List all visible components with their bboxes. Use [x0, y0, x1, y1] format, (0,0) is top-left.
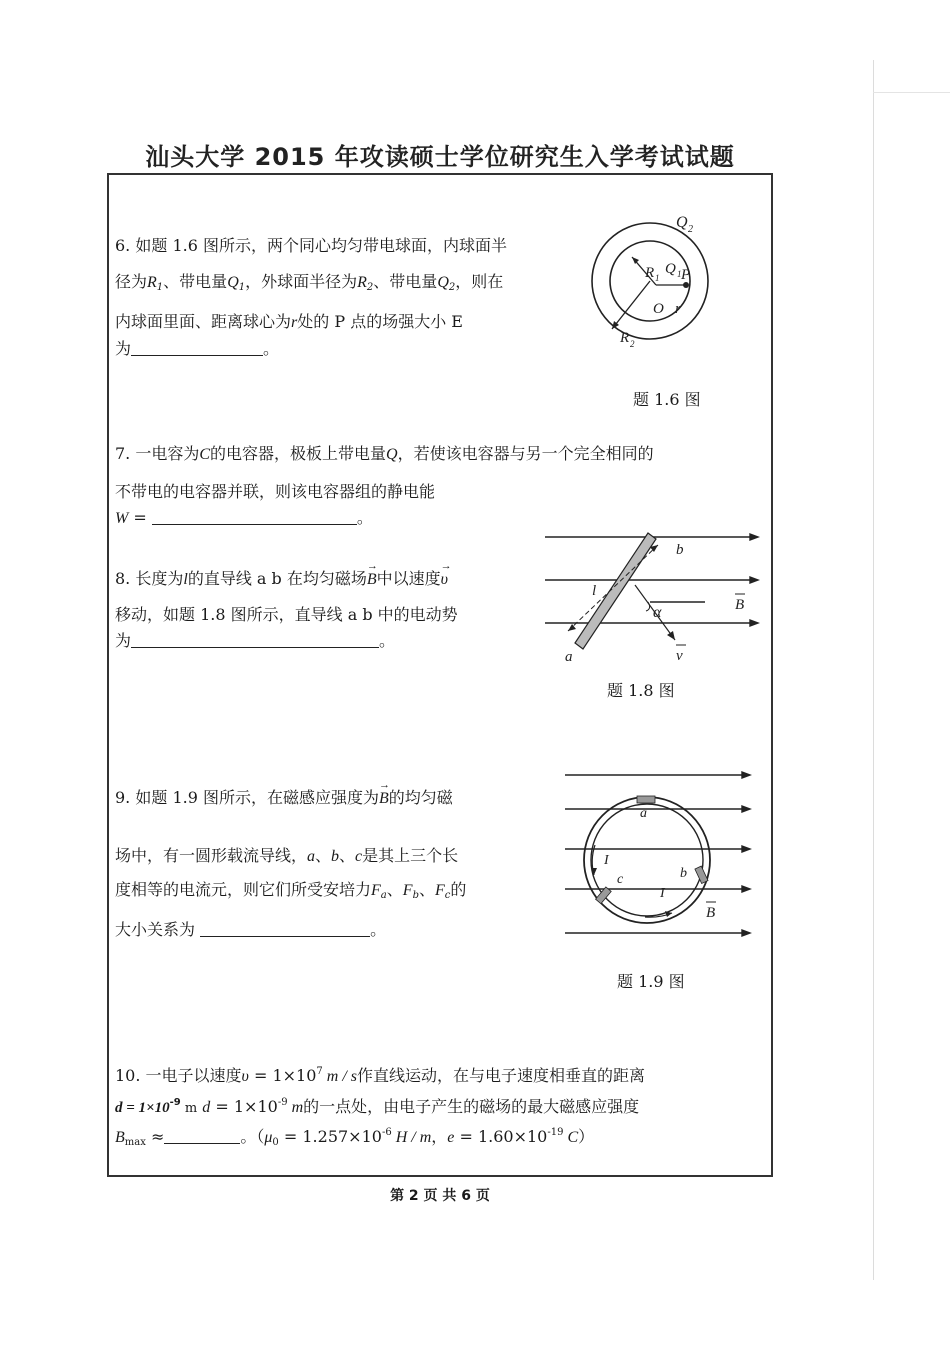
svg-text:1: 1	[677, 269, 682, 279]
fig8-b-label: b	[676, 542, 684, 558]
q6-line-2: 径为$R_1$、带电量$Q_1$，外球面半径为$R_2$、带电量$Q_2$，则在	[115, 272, 504, 293]
q6-figure	[590, 205, 720, 365]
fig6-r-label: r	[675, 301, 681, 317]
q10-answer-blank[interactable]	[164, 1129, 240, 1144]
q8-line-1: 8. 长度为l的直导线 a b 在均匀磁场→ B中以速度→ υ	[115, 571, 448, 588]
exam-title: 汕头大学 2015 年攻读硕士学位研究生入学考试试题	[145, 143, 735, 171]
q10-line-1: 10. 一电子以速度$\upsilon = 1\times 10^7$ m / s作直线运动，在与电子速度相垂直的距离	[115, 1066, 646, 1085]
q6-line-4: 为 。	[115, 339, 280, 358]
scan-edge-tick	[873, 92, 950, 93]
q6-answer-blank[interactable]	[131, 341, 263, 356]
q7-line-2: 不带电的电容器并联，则该电容器组的静电能	[115, 482, 436, 501]
element-b	[695, 866, 708, 883]
fig6-r2-label: R	[620, 330, 630, 346]
q7-answer-blank[interactable]	[152, 510, 357, 525]
q6-caption: 题 1.6 图	[633, 390, 701, 409]
fig9-B-label: B	[706, 905, 716, 921]
fig8-l-label: l	[592, 583, 597, 599]
q8-line-2: 移动，如题 1.8 图所示，直导线 a b 中的电动势	[115, 605, 458, 624]
fig9-i1-label: I	[604, 853, 609, 868]
q9-line-3: 度相等的电流元，则它们所受安培力$F_a$、$F_b$、$F_c$的	[115, 880, 467, 901]
q8-line-3: 为 。	[115, 631, 396, 650]
q8-caption: 题 1.8 图	[607, 681, 675, 700]
q7-line-3: W = 。	[115, 508, 373, 527]
q7-line-1: 7. 一电容为C的电容器，极板上带电量Q，若使该电容器与另一个完全相同的	[115, 444, 654, 463]
svg-text:2: 2	[688, 224, 693, 235]
q8-answer-blank[interactable]	[131, 633, 379, 648]
q9-caption: 题 1.9 图	[617, 972, 685, 991]
q8-figure	[540, 525, 760, 675]
q9-answer-blank[interactable]	[200, 922, 370, 937]
fig9-a-label: a	[640, 806, 647, 821]
q6-line-1: 6. 如题 1.6 图所示，两个同心均匀带电球面，内球面半	[115, 236, 507, 255]
q9-line-1: 9. 如题 1.9 图所示，在磁感应强度为→ B的均匀磁	[115, 790, 453, 807]
q9-figure	[560, 765, 760, 945]
fig8-alpha-label: α	[653, 604, 662, 621]
fig8-a-label: a	[565, 649, 573, 665]
fig6-o-label: O	[653, 301, 664, 317]
fig6-q2-label: Q	[676, 214, 688, 231]
svg-text:1: 1	[655, 273, 660, 283]
fig8-B-label: B	[735, 597, 745, 613]
q6-line-3: 内球面里面、距离球心为r处的 P 点的场强大小 E	[115, 312, 463, 331]
fig9-i2-label: I	[660, 886, 665, 901]
scan-edge-line	[873, 60, 874, 1280]
fig9-b-label: b	[680, 866, 687, 881]
q10-line-2: $d = 1\times 10^{-9}$ m $d = 1\times 10^{-9}$ m的一点处，由电子产生的磁场的最大磁感应强度	[115, 1097, 640, 1116]
q9-line-4: 大小关系为 。	[115, 920, 387, 939]
q9-line-2: 场中，有一圆形载流导线，a、b、c是其上三个长	[115, 846, 459, 865]
fig8-v-label: v	[676, 648, 683, 664]
fig6-r1-label: R	[645, 265, 655, 281]
current-loop-outer	[584, 797, 710, 923]
fig9-c-label: c	[617, 872, 624, 887]
fig6-q1-label: Q	[665, 261, 676, 277]
page-footer: 第 2 页 共 6 页	[390, 1188, 490, 1204]
q10-line-3: $B_{max}$ ≈ 。（$\mu_0 = 1.257\times 10^{-6}$ H / m，$e = 1.60\times 10^{-19}$ C）	[115, 1127, 595, 1148]
svg-text:2: 2	[630, 339, 635, 349]
element-a	[637, 796, 655, 803]
fig6-p-label: P	[681, 267, 691, 283]
conductor-ab	[575, 533, 656, 649]
